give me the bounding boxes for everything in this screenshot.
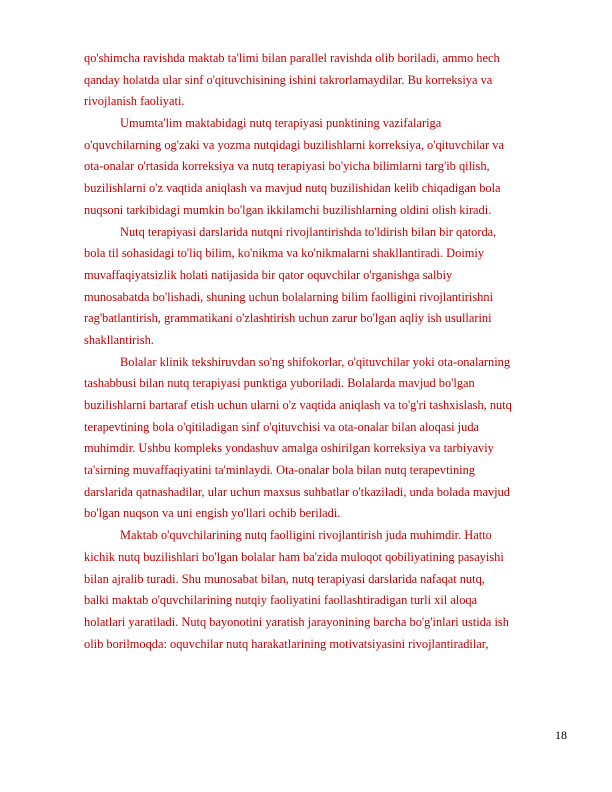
page-number: 18 (555, 728, 567, 742)
text-line: holatlari yaratiladi. Nutq bayonotini yaratish jarayonining barcha bo'g'inlari ustida ish (84, 614, 509, 629)
text-line: olib borilmoqda: oquvchilar nutq harakatlarining motivatsiyasini rivojlantiradilar, (84, 636, 489, 651)
text-line: shakllantirish. (84, 332, 154, 347)
text-line: munosabatda bo'lishadi, shuning uchun bolalarning bilim faolligini rivojlantirishni (84, 289, 494, 304)
text-line: buzilishlarni o'z vaqtida aniqlash va mavjud nutq buzilishidan kelib chiqadigan bola (84, 181, 501, 196)
paragraph-first-line: Nutq terapiyasi darslarida nutqni rivojlantirishda to'ldirish bilan bir qatorda, (120, 224, 497, 239)
text-line: rag'batlantirish, grammatikani o'zlashtirish uchun zarur bo'lgan aqliy ish usullarini (84, 311, 492, 326)
text-line: rivojlanish faoliyati. (84, 94, 185, 109)
text-line: balki maktab o'quvchilarining nutqiy faoliyatini faollashtiradigan turli xil aloqa (84, 593, 478, 608)
text-line: muhimdir. Ushbu kompleks yondashuv amalga oshirilgan korreksiya va tarbiyaviy (84, 441, 494, 456)
text-line: kichik nutq buzilishlari bo'lgan bolalar ham ba'zida muloqot qobiliyatining pasayishi (84, 549, 504, 564)
text-line: ta'sirning muvaffaqiyatini ta'minlaydi. Ota-onalar bola bilan nutq terapevtining (84, 463, 475, 478)
paragraph-first-line: Maktab o'quvchilarining nutq faolligini rivojlantirish juda muhimdir. Hatto (120, 528, 492, 543)
text-line: bilan ajralib turadi. Shu munosabat bilan, nutq terapiyasi darslarida nafaqat nutq, (84, 571, 485, 586)
text-line: buzilishlarni bartaraf etish uchun ularni o'z vaqtida aniqlash va to'g'ri tashxislash, nutq (84, 398, 512, 412)
text-line: bola til sohasidagi to'liq bilim, ko'nikma va ko'nikmalarni shakllantiradi. Doimiy (84, 246, 485, 261)
text-line: nuqsoni tarkibidagi mumkin bo'lgan ikkilamchi buzilishlarning oldini olish kiradi. (84, 202, 492, 217)
paragraph-first-line: Bolalar klinik tekshiruvdan so'ng shifokorlar, o'qituvchilar yoki ota-onalarning (120, 354, 511, 369)
text-line: o'quvchilarning og'zaki va yozma nutqidagi buzilishlarni korreksiya, o'qituvchilar va (84, 137, 504, 152)
text-line: qo'shimcha ravishda maktab ta'limi bilan parallel ravishda olib boriladi, ammo hech (84, 51, 500, 65)
text-line: qanday holatda ular sinf o'qituvchisining ishini takrorlamaydilar. Bu korreksiya va (84, 72, 493, 87)
paragraph-first-line: Umumta'lim maktabidagi nutq terapiyasi punktining vazifalariga (120, 116, 442, 131)
text-line: terapevtining bola o'qitiladigan sinf o'qituvchisi va ota-onalar bilan aloqasi juda (84, 419, 480, 434)
text-line: muvaffaqiyatsizlik holati natijasida bir qator oquvchilar o'rganishga salbiy (84, 267, 453, 282)
text-line: tashabbusi bilan nutq terapiyasi punktiga yuboriladi. Bolalarda mavjud bo'lgan (84, 376, 475, 391)
text-line: bo'lgan nuqson va uni engish yo'llari ochib beriladi. (84, 506, 341, 521)
body-text (84, 48, 572, 655)
text-line: ota-onalar o'rtasida korreksiya va nutq terapiyasi bo'yicha bilimlarni targ'ib qilish, (84, 159, 490, 174)
text-line: darslarida qatnashadilar, ular uchun maxsus suhbatlar o'tkaziladi, unda bolada mavjud (84, 484, 510, 499)
